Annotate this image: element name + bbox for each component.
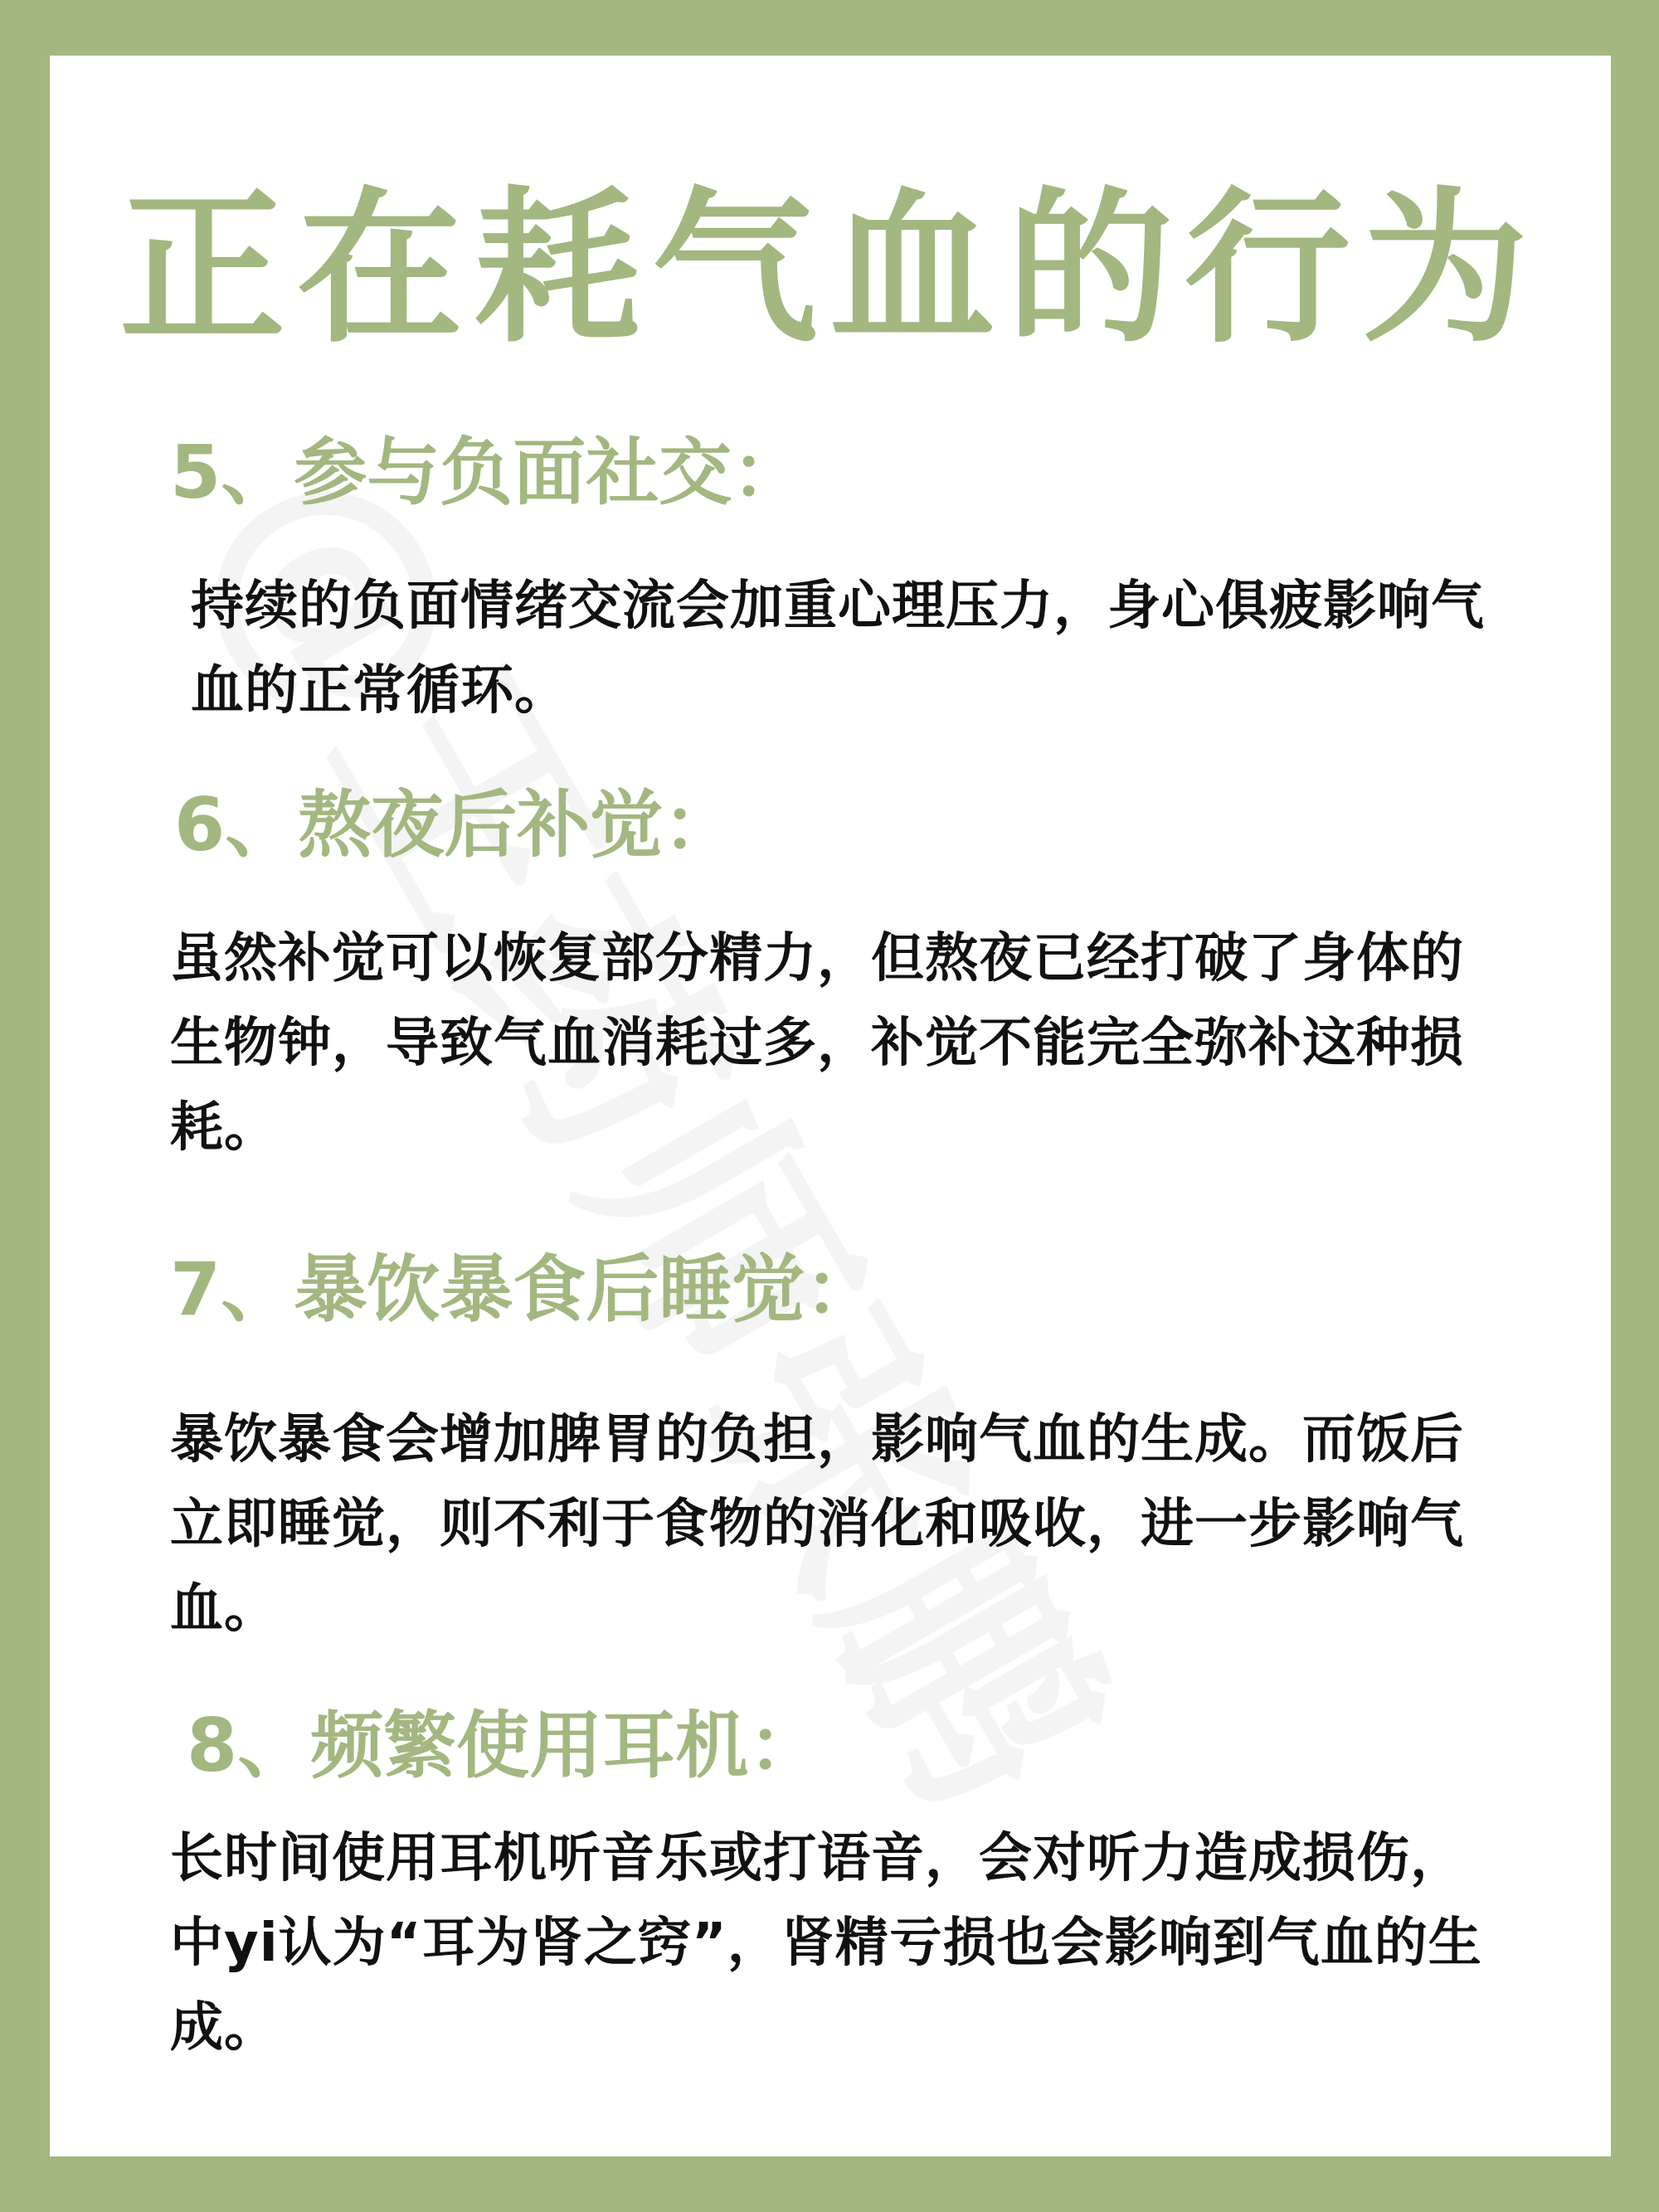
section-7-body: 暴饮暴食会增加脾胃的负担，影响气血的生成。而饭后立即睡觉，则不利于食物的消化和吸收，进一步影响气血。 [170,1409,1464,1640]
section-5-heading: 5、参与负面社交： [170,430,805,515]
page-title: 正在耗气血的行为 [119,173,1540,366]
section-6-body: 虽然补觉可以恢复部分精力，但熬夜已经打破了身体的生物钟，导致气血消耗过多，补觉不能完全弥补这种损耗。 [170,928,1464,1159]
section-6-heading: 6、熬夜后补觉： [174,782,737,868]
section-7-heading: 7、暴饮暴食后睡觉： [170,1247,878,1332]
section-8-body: 长时间使用耳机听音乐或打语音，会对听力造成损伤，中yi认为“耳为肾之窍”，肾精亏损也会影响到气血的生成。 [170,1828,1482,2059]
section-5-body: 持续的负面情绪交流会加重心理压力，身心俱疲影响气血的正常循环。 [191,576,1485,722]
section-8-heading: 8、频繁使用耳机： [187,1703,822,1788]
